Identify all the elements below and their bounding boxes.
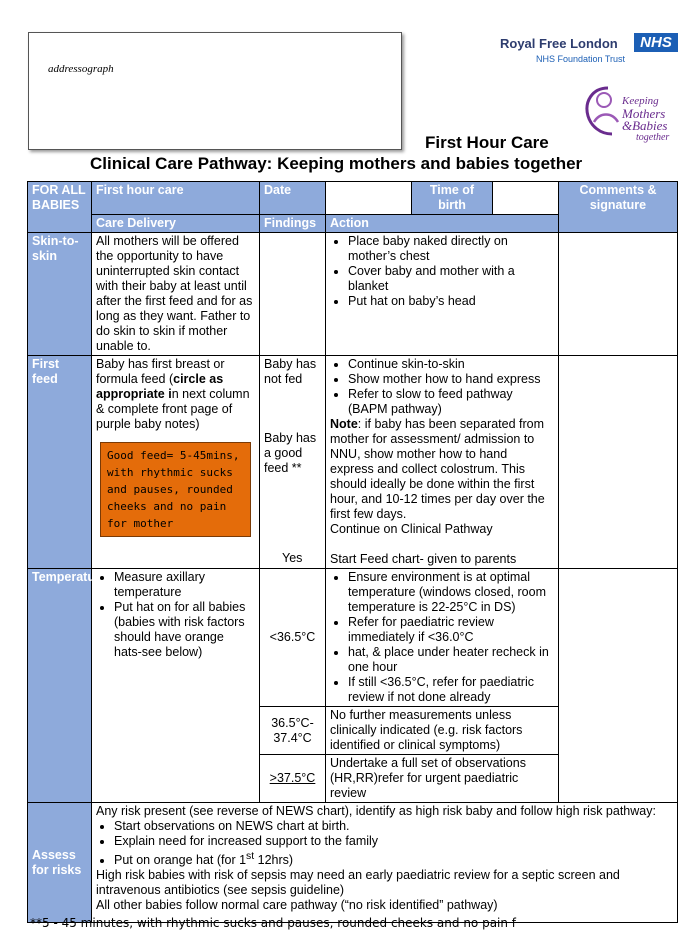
temp-care-delivery bbox=[92, 569, 260, 803]
trust-name: NHS Foundation Trust bbox=[536, 54, 626, 64]
feed-actions bbox=[326, 356, 559, 569]
mother-baby-icon bbox=[578, 82, 626, 140]
row-label-risks: Assess for risks bbox=[28, 803, 92, 923]
hat-sup: st bbox=[246, 851, 255, 862]
note-label: Note bbox=[330, 417, 358, 431]
header-first-hour-care: First hour care bbox=[92, 182, 260, 215]
date-field[interactable] bbox=[326, 182, 412, 215]
list-item: • Cover baby and mother with a blanket bbox=[348, 264, 554, 294]
list-item bbox=[114, 849, 673, 868]
row-first-feed bbox=[28, 356, 678, 569]
start-feed-chart: Start Feed chart- given to parents bbox=[330, 552, 517, 566]
finding-good-feed[interactable]: Baby has a good feed ** bbox=[264, 431, 317, 475]
list-item: • hat, & place under heater recheck in one hour bbox=[348, 645, 554, 675]
addressograph-label: addressograph bbox=[48, 63, 114, 75]
row-label-feed: First feed bbox=[28, 356, 92, 569]
org-name: Royal Free London bbox=[500, 36, 618, 51]
header-action: Action bbox=[326, 215, 559, 233]
hat-text: Put on orange hat (for 1 bbox=[114, 853, 247, 868]
hat-text-2: 12hrs) bbox=[254, 853, 294, 868]
logo-text-4: together bbox=[636, 132, 670, 143]
header-date: Date bbox=[260, 182, 326, 215]
header-for-all-babies: FOR ALL BABIES bbox=[28, 182, 92, 233]
temp-action-normal: No further measurements unless clinically indicated (e.g. risk factors identified or clinical symptoms) bbox=[326, 707, 559, 755]
time-of-birth-field[interactable] bbox=[493, 182, 559, 215]
list-item: • Show mother how to hand express bbox=[348, 372, 554, 387]
feed-care-delivery bbox=[92, 356, 260, 569]
temp-actions-low bbox=[326, 569, 559, 707]
footnote: **5 - 45 minutes, with rhythmic sucks and pauses, rounded cheeks and no pain f bbox=[30, 916, 517, 930]
finding-not-fed[interactable]: Baby has not fed bbox=[264, 357, 317, 386]
risk-normal-pathway: All other babies follow normal care pathway (“no risk identified” pathway) bbox=[96, 898, 498, 913]
page-title: First Hour Care bbox=[425, 133, 549, 152]
feed-note bbox=[330, 417, 554, 522]
logo-text-3: &Babies bbox=[622, 118, 668, 133]
list-item: • Refer to slow to feed pathway (BAPM pathway) bbox=[348, 387, 554, 417]
list-item: • Start observations on NEWS chart at birth. bbox=[114, 819, 673, 834]
skin-actions bbox=[326, 233, 559, 356]
risk-intro: Any risk present (see reverse of NEWS chart), identify as high risk baby and follow high risk pathway: bbox=[96, 804, 656, 818]
list-item: • Put hat on for all babies (babies with risk factors should have orange hats-see below) bbox=[114, 600, 255, 660]
row-skin-to-skin bbox=[28, 233, 678, 356]
feed-care-text: Baby has first breast or formula feed ( bbox=[96, 357, 225, 386]
note-text: : if baby has been separated from mother for assessment/ admission to NNU, show mother how to hand express and collect colostrum. This should ideally be done within the first hour, and 10-12 times per day over the first few days. bbox=[330, 417, 545, 521]
temp-action-high: Undertake a full set of observations (HR,RR)refer for urgent paediatric review bbox=[326, 755, 559, 803]
row-temperature-1 bbox=[28, 569, 678, 707]
finding-yes[interactable]: Yes bbox=[282, 551, 303, 565]
care-pathway-table bbox=[27, 181, 678, 923]
nhs-logo: NHS bbox=[634, 33, 678, 52]
list-item: • Measure axillary temperature bbox=[114, 570, 255, 600]
header-comments-signature: Comments & signature bbox=[559, 182, 678, 233]
list-item: • Explain need for increased support to the family bbox=[114, 834, 673, 849]
list-item: • If still <36.5°C, refer for paediatric review if not done already bbox=[348, 675, 554, 705]
list-item: • Refer for paediatric review immediately if <36.0°C bbox=[348, 615, 554, 645]
keeping-mothers-babies-logo bbox=[578, 82, 688, 143]
row-assess-risks bbox=[28, 803, 678, 923]
skin-findings[interactable] bbox=[260, 233, 326, 356]
temp-comments[interactable] bbox=[559, 569, 678, 803]
logo-text-1: Keeping bbox=[622, 95, 659, 107]
header-findings: Findings bbox=[260, 215, 326, 233]
list-item: • Place baby naked directly on mother’s chest bbox=[348, 234, 554, 264]
temp-finding-high[interactable]: >37.5°C bbox=[260, 755, 326, 803]
temp-finding-normal[interactable]: 36.5°C-37.4°C bbox=[260, 707, 326, 755]
feed-findings[interactable] bbox=[260, 356, 326, 569]
good-feed-box: Good feed= 5-45mins, with rhythmic sucks and pauses, rounded cheeks and no pain for mother bbox=[100, 442, 251, 537]
risk-sepsis: High risk babies with risk of sepsis may need an early paediatric review for a septic screen and intravenous antibiotics (see sepsis guideline) bbox=[96, 868, 620, 898]
skin-care-delivery: All mothers will be offered the opportunity to have uninterrupted skin contact with their baby at least until after the first feed and for as long as they want. Father to do skin to skin if mother unable to. bbox=[92, 233, 260, 356]
page-subtitle: Clinical Care Pathway: Keeping mothers and babies together bbox=[90, 154, 583, 173]
continue-pathway: Continue on Clinical Pathway bbox=[330, 522, 493, 536]
header-care-delivery: Care Delivery bbox=[92, 215, 260, 233]
feed-care-bold: circle as appropriate i bbox=[96, 372, 224, 401]
header-time-of-birth: Time of birth bbox=[412, 182, 493, 215]
list-item: • Put hat on baby’s head bbox=[348, 294, 554, 309]
skin-comments[interactable] bbox=[559, 233, 678, 356]
feed-care-text-2: n next column & complete front page of purple baby notes) bbox=[96, 387, 250, 431]
list-item: • Continue skin-to-skin bbox=[348, 357, 554, 372]
risk-content bbox=[92, 803, 678, 923]
row-label-temperature: Temperature bbox=[28, 569, 92, 803]
row-label-skin: Skin-to-skin bbox=[28, 233, 92, 356]
temp-finding-low[interactable]: <36.5°C bbox=[260, 569, 326, 707]
addressograph-box bbox=[28, 32, 402, 150]
feed-comments[interactable] bbox=[559, 356, 678, 569]
list-item: • Ensure environment is at optimal temperature (windows closed, room temperature is 22-25°C in DS) bbox=[348, 570, 554, 615]
logo-text-2: Mothers bbox=[622, 106, 666, 121]
